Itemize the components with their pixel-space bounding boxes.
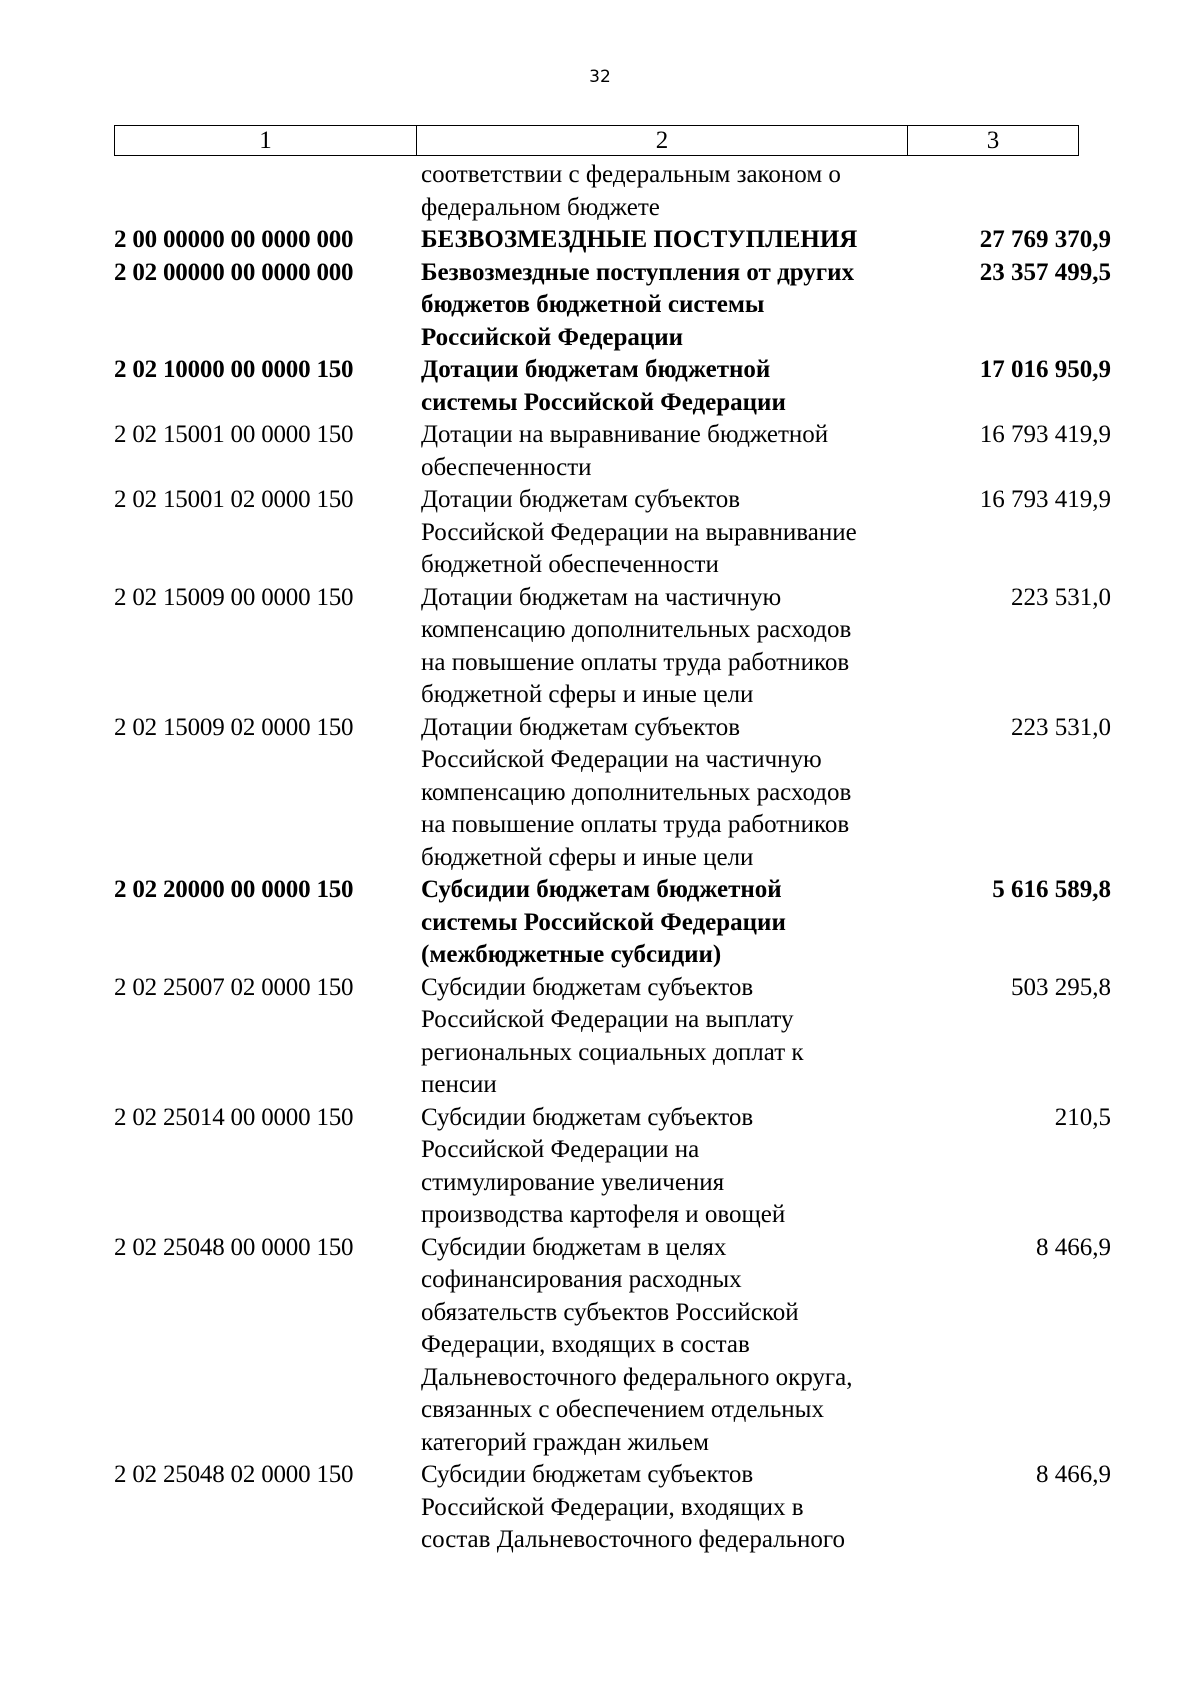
- table-row: [114, 159, 1118, 224]
- table-row: [114, 1459, 1118, 1557]
- row-name: Субсидии бюджетам субъектов Российской Федерации, входящих в состав Дальневосточного федерального: [421, 1461, 846, 1553]
- row-code: 2 02 20000 00 0000 150: [114, 876, 354, 903]
- row-name: Дотации на выравнивание бюджетной обеспеченности: [421, 421, 829, 481]
- row-name: Дотации бюджетам на частичную компенсацию дополнительных расходов на повышение оплаты труда работников бюджетной сферы и иные цели: [421, 583, 852, 708]
- row-amount: 503 295,8: [1011, 973, 1111, 1001]
- table-row: [114, 874, 1118, 972]
- row-name: Дотации бюджетам субъектов Российской Федерации на выравнивание бюджетной обеспеченности: [421, 486, 857, 578]
- row-amount: 23 357 499,5: [979, 258, 1111, 286]
- table-row: [114, 582, 1118, 712]
- row-name: Дотации бюджетам бюджетной системы Российской Федерации: [421, 356, 786, 416]
- table-row: [114, 257, 1118, 355]
- row-name: БЕЗВОЗМЕЗДНЫЕ ПОСТУПЛЕНИЯ: [421, 226, 858, 253]
- column-header-2: 2: [417, 126, 908, 156]
- table-row: [114, 1102, 1118, 1232]
- row-code: 2 02 00000 00 0000 000: [114, 258, 354, 286]
- row-amount: 5 616 589,8: [992, 876, 1111, 903]
- row-amount: 223 531,0: [1011, 713, 1111, 741]
- row-name: Субсидии бюджетам субъектов Российской Федерации на выплату региональных социальных доплат к пенсии: [421, 973, 804, 1098]
- row-name: Дотации бюджетам субъектов Российской Федерации на частичную компенсацию дополнительных расходов на повышение оплаты труда работников бюджетной сферы и иные цели: [421, 713, 852, 871]
- table-header: [114, 125, 1079, 156]
- row-amount: 8 466,9: [1036, 1461, 1111, 1488]
- row-amount: 16 793 419,9: [979, 486, 1111, 513]
- page-number: 32: [589, 67, 611, 87]
- row-name: соответствии с федеральным законом о федеральном бюджете: [421, 161, 841, 221]
- row-name: Субсидии бюджетам в целях софинансирования расходных обязательств субъектов Российской Федерации, входящих в состав Дальневосточного федерального округа, связанных с обеспечением отдельных категорий граждан жильем: [421, 1233, 853, 1456]
- table-row: [114, 484, 1118, 582]
- table-row: [114, 224, 1118, 257]
- budget-table-body: [114, 159, 1118, 1557]
- row-code: 2 02 25014 00 0000 150: [114, 1103, 354, 1131]
- row-code: 2 02 25048 00 0000 150: [114, 1233, 354, 1261]
- row-code: 2 02 15009 02 0000 150: [114, 713, 354, 741]
- row-amount: 210,5: [1054, 1103, 1111, 1131]
- table-row: [114, 354, 1118, 419]
- row-name: Субсидии бюджетам бюджетной системы Российской Федерации (межбюджетные субсидии): [421, 876, 786, 968]
- column-header-3: 3: [908, 126, 1079, 156]
- row-name: Субсидии бюджетам субъектов Российской Федерации на стимулирование увеличения производства картофеля и овощей: [421, 1103, 786, 1228]
- table-row: [114, 1232, 1118, 1460]
- row-code: 2 02 15009 00 0000 150: [114, 583, 354, 611]
- table-row: [114, 712, 1118, 875]
- row-code: 2 02 15001 02 0000 150: [114, 486, 354, 513]
- row-amount: 16 793 419,9: [979, 421, 1111, 448]
- row-amount: 17 016 950,9: [979, 356, 1111, 383]
- row-code: 2 02 25007 02 0000 150: [114, 973, 354, 1001]
- row-amount: 27 769 370,9: [979, 226, 1111, 253]
- row-code: 2 02 15001 00 0000 150: [114, 421, 354, 448]
- table-row: [114, 419, 1118, 484]
- row-name: Безвозмездные поступления от других бюджетов бюджетной системы Российской Федерации: [421, 258, 855, 351]
- row-code: 2 02 10000 00 0000 150: [114, 356, 354, 383]
- table-row: [114, 972, 1118, 1102]
- row-amount: 223 531,0: [1011, 583, 1111, 611]
- row-code: 2 00 00000 00 0000 000: [114, 226, 354, 253]
- column-header-1: 1: [115, 126, 417, 156]
- row-code: 2 02 25048 02 0000 150: [114, 1461, 354, 1488]
- row-amount: 8 466,9: [1036, 1233, 1111, 1261]
